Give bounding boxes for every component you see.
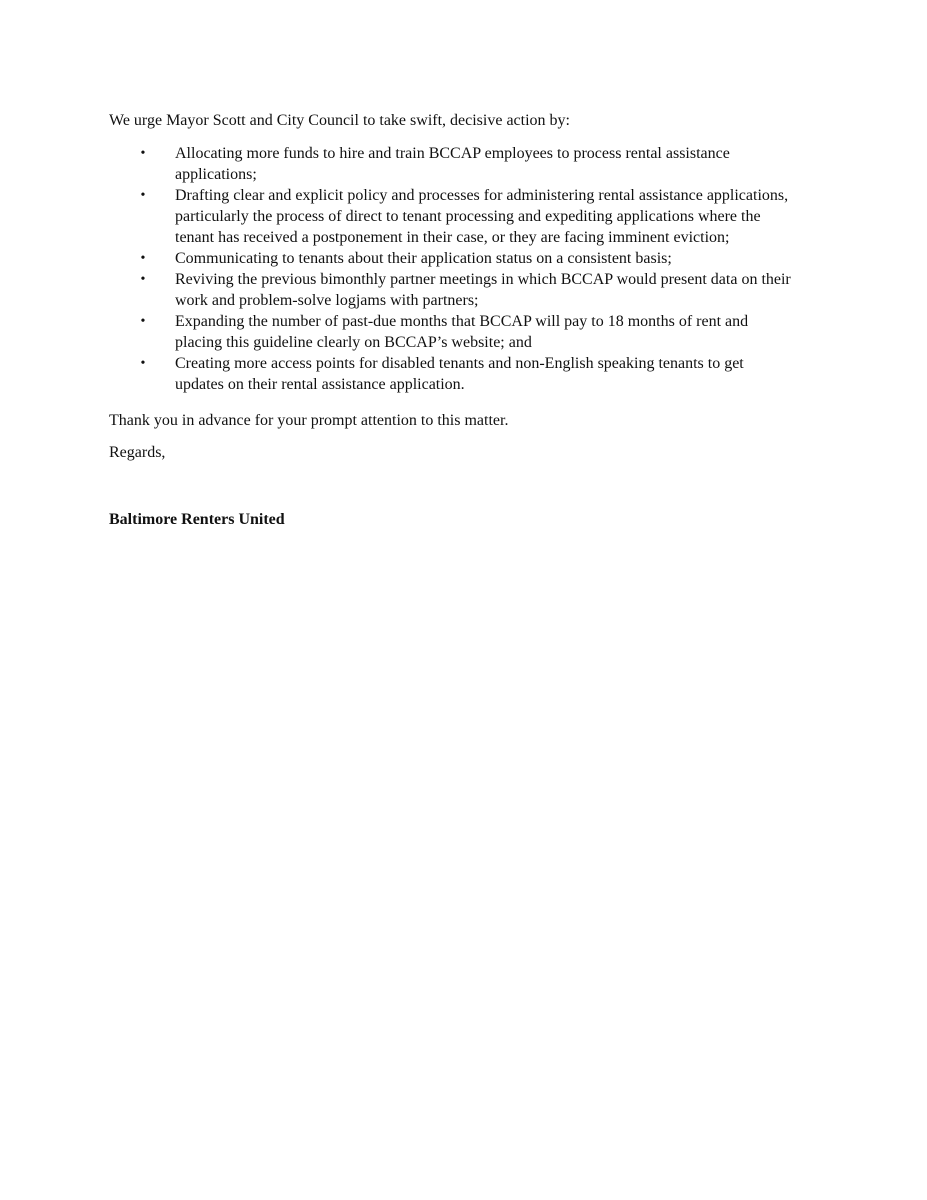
action-item: [109, 185, 829, 248]
action-item-line: Expanding the number of past-due months that BCCAP will pay to 18 months of rent and: [175, 313, 749, 330]
action-item-line: particularly the process of direct to tenant processing and expediting applications where the: [175, 208, 761, 225]
signature: Baltimore Renters United: [109, 511, 285, 528]
bullet-icon: •: [140, 314, 146, 329]
action-item-line: Allocating more funds to hire and train BCCAP employees to process rental assistance: [175, 145, 730, 162]
action-item: [109, 269, 829, 311]
action-item-line: updates on their rental assistance application.: [175, 376, 465, 393]
bullet-icon: •: [140, 356, 146, 371]
intro-paragraph: We urge Mayor Scott and City Council to take swift, decisive action by:: [109, 112, 570, 129]
action-item: [109, 311, 829, 353]
thank-you-paragraph: Thank you in advance for your prompt attention to this matter.: [109, 412, 509, 429]
action-item-line: applications;: [175, 166, 257, 183]
action-item: [109, 143, 829, 185]
action-item-line: Communicating to tenants about their application status on a consistent basis;: [175, 250, 672, 267]
bullet-icon: •: [140, 272, 146, 287]
bullet-icon: •: [140, 251, 146, 266]
action-item-line: Drafting clear and explicit policy and processes for administering rental assistance applications,: [175, 187, 789, 204]
action-item: [109, 248, 829, 269]
closing-salutation: Regards,: [109, 444, 166, 461]
bullet-icon: •: [140, 188, 146, 203]
action-item-line: Reviving the previous bimonthly partner meetings in which BCCAP would present data on their: [175, 271, 791, 288]
action-item-line: placing this guideline clearly on BCCAP’s website; and: [175, 334, 532, 351]
bullet-icon: •: [140, 146, 146, 161]
action-item-line: work and problem-solve logjams with partners;: [175, 292, 479, 309]
action-item-line: Creating more access points for disabled tenants and non-English speaking tenants to get: [175, 355, 744, 372]
action-item-line: tenant has received a postponement in their case, or they are facing imminent eviction;: [175, 229, 730, 246]
action-item: [109, 353, 829, 395]
action-list: [109, 143, 829, 395]
